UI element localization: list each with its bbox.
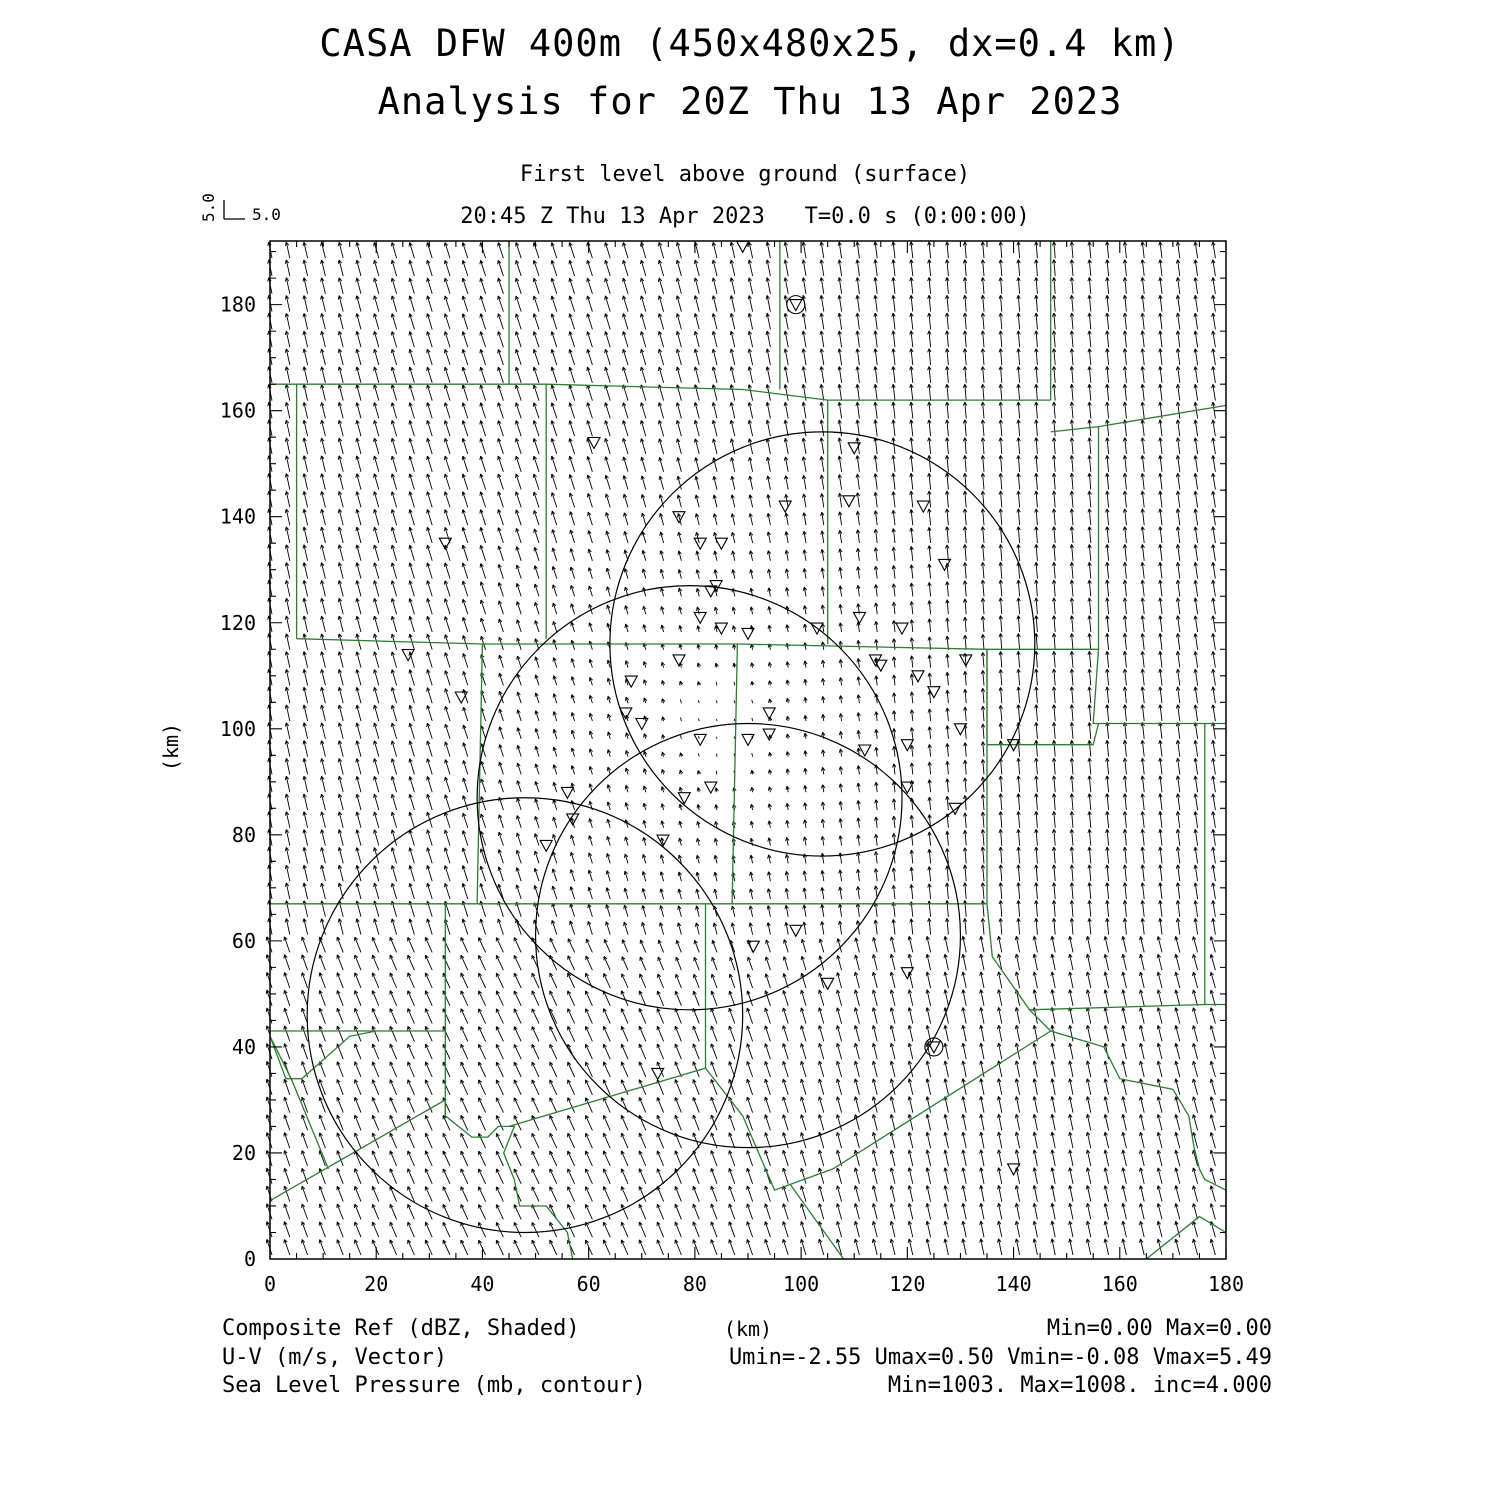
- x-tick-label: 120: [889, 1272, 926, 1296]
- x-axis-label: (km): [723, 1317, 773, 1341]
- footer-field-1-stats: Min=0.00 Max=0.00: [1046, 1316, 1272, 1341]
- footer-field-2-name: U-V (m/s, Vector): [222, 1345, 448, 1370]
- plot-border: [270, 241, 1226, 1259]
- y-tick-label: 0: [243, 1247, 256, 1271]
- station-markers: [402, 241, 1020, 1175]
- x-tick-label: 160: [1101, 1272, 1138, 1296]
- reference-v-label: 5.0: [199, 193, 218, 222]
- tick-marks: [270, 241, 1226, 1259]
- level-subtitle: First level above ground (surface): [519, 162, 971, 187]
- county-boundary-line: [791, 1185, 844, 1259]
- station-marker: [694, 734, 706, 745]
- county-boundary-line: [445, 1031, 572, 1259]
- county-boundary-line: [987, 649, 1099, 744]
- footer-field-1-name: Composite Ref (dBZ, Shaded): [222, 1316, 580, 1341]
- station-marker: [763, 729, 775, 740]
- radar-range-ring: [307, 798, 743, 1233]
- station-marker: [912, 671, 924, 682]
- plot-frame: [270, 241, 1226, 1259]
- station-marker: [694, 612, 706, 623]
- x-tick-label: 20: [364, 1272, 389, 1296]
- station-marker: [439, 538, 451, 549]
- y-tick-label: 120: [219, 610, 256, 635]
- station-marker: [901, 968, 913, 979]
- county-boundary-line: [1030, 1010, 1227, 1259]
- county-boundaries: [270, 241, 1226, 1259]
- circled-station-marker: [928, 1042, 940, 1053]
- footer-field-3-name: Sea Level Pressure (mb, contour): [222, 1373, 646, 1398]
- y-tick-label: 100: [219, 716, 256, 741]
- station-marker: [737, 241, 749, 252]
- station-marker: [694, 538, 706, 549]
- station-marker: [715, 538, 727, 549]
- x-tick-label: 0: [263, 1272, 277, 1296]
- station-marker: [673, 655, 685, 666]
- county-boundary-line: [1093, 649, 1226, 723]
- station-marker: [715, 623, 727, 634]
- y-tick-label: 180: [219, 292, 256, 317]
- station-marker: [779, 501, 791, 512]
- valid-time-label: 20:45 Z Thu 13 Apr 2023 T=0.0 s (0:00:00): [460, 204, 1030, 229]
- wind-vectors: [266, 242, 1215, 1255]
- station-marker: [561, 787, 573, 798]
- radar-range-ring: [536, 723, 961, 1147]
- x-tick-label: 100: [783, 1272, 820, 1296]
- station-marker: [917, 501, 929, 512]
- x-tick-label: 180: [1207, 1272, 1245, 1296]
- county-boundary-line: [270, 1100, 445, 1201]
- station-marker: [790, 925, 802, 936]
- y-tick-label: 160: [219, 398, 256, 423]
- x-tick-label: 140: [995, 1272, 1032, 1296]
- station-marker: [402, 650, 414, 661]
- station-marker: [455, 692, 467, 703]
- reference-u-label: 5.0: [252, 205, 281, 224]
- reference-vector-key: [199, 193, 281, 224]
- station-marker: [896, 623, 908, 634]
- station-marker: [859, 745, 871, 756]
- x-tick-label: 40: [470, 1272, 495, 1296]
- circled-station-marker: [790, 300, 802, 311]
- county-boundary-line: [706, 1031, 1051, 1190]
- footer-field-3-stats: Min=1003. Max=1008. inc=4.000: [887, 1373, 1272, 1398]
- y-tick-label: 60: [231, 928, 256, 953]
- title-line-2: Analysis for 20Z Thu 13 Apr 2023: [377, 80, 1123, 123]
- y-tick-label: 140: [219, 504, 256, 529]
- x-tick-label: 80: [682, 1272, 707, 1296]
- station-marker: [939, 559, 951, 570]
- county-boundary-line: [732, 644, 737, 904]
- title-line-1: CASA DFW 400m (450x480x25, dx=0.4 km): [319, 22, 1181, 65]
- footer-field-2-stats: Umin=-2.55 Umax=0.50 Vmin=-0.08 Vmax=5.49: [728, 1345, 1272, 1370]
- county-boundary-line: [1051, 405, 1226, 432]
- county-boundary-line: [270, 1036, 328, 1169]
- y-axis-label: (km): [159, 722, 183, 772]
- county-boundary-line: [1205, 724, 1226, 1005]
- station-marker: [540, 840, 552, 851]
- x-tick-label: 60: [576, 1272, 601, 1296]
- wind-vector-field: [266, 242, 1215, 1255]
- y-tick-label: 20: [231, 1140, 256, 1165]
- station-marker: [843, 496, 855, 507]
- y-tick-label: 80: [231, 822, 256, 847]
- y-tick-label: 40: [231, 1034, 256, 1059]
- radar-range-rings: [307, 432, 1035, 1233]
